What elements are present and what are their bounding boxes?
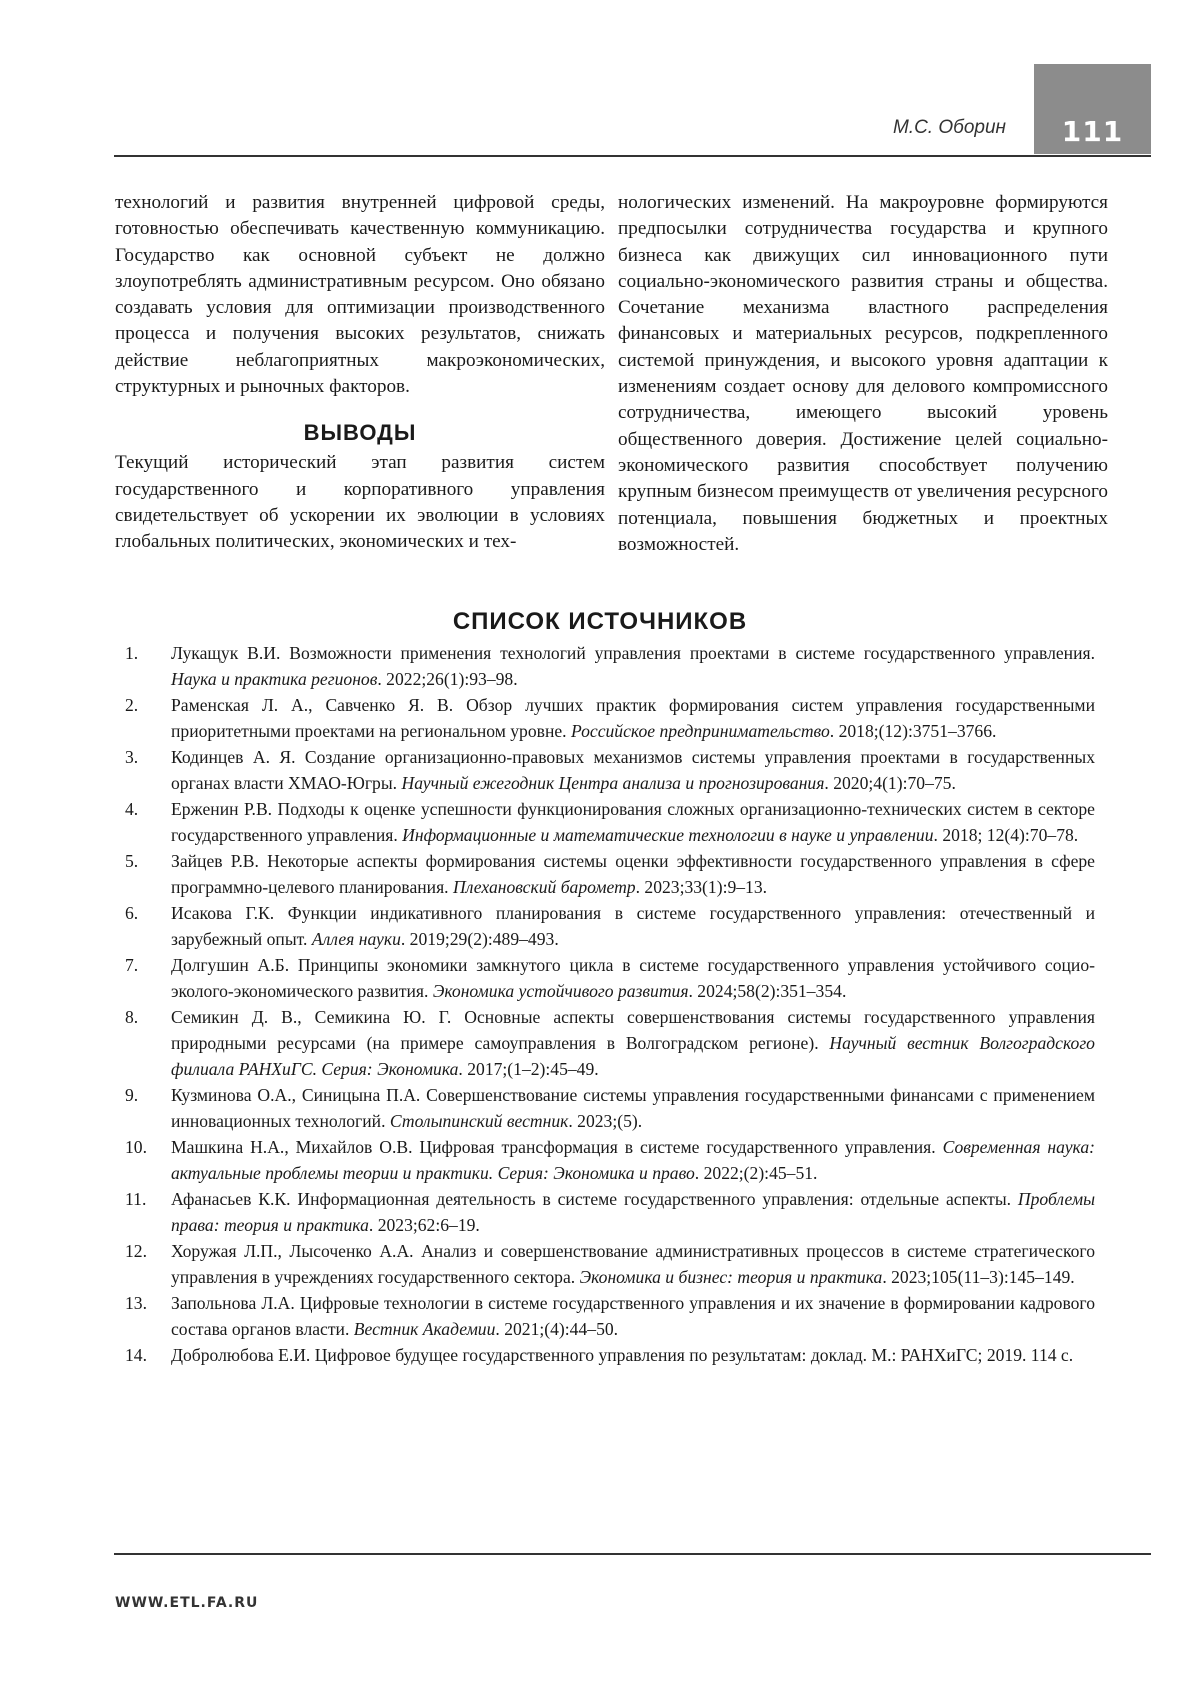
- reference-number: 13.: [125, 1293, 147, 1313]
- header-divider: [114, 155, 1151, 157]
- right-column: [618, 190, 1108, 558]
- reference-number: 8.: [125, 1007, 139, 1027]
- reference-journal: Проблемы права: теория и практика: [171, 1189, 1095, 1235]
- reference-item: [125, 1238, 1095, 1290]
- reference-number: 9.: [125, 1085, 139, 1105]
- reference-text: Зайцев Р.В. Некоторые аспекты формирования системы оценки эффективности государственного управления в сфере программно-целевого планирования. Плехановский барометр. 2023;33(1):9–13.: [171, 851, 1095, 897]
- reference-number: 3.: [125, 747, 139, 767]
- reference-text: Машкина Н.А., Михайлов О.В. Цифровая трансформация в системе государственного управления. Современная наука: актуальные проблемы теории и практики. Серия: Экономика и право. 2022;(2):45–51.: [171, 1137, 1095, 1183]
- reference-item: [125, 1290, 1095, 1342]
- running-header-author: М.С. Оборин: [892, 117, 1006, 138]
- reference-item: [125, 692, 1095, 744]
- reference-journal: Российское предпринимательство: [570, 721, 830, 741]
- reference-journal: Научный вестник Волгоградского филиала РАНХиГС. Серия: Экономика: [171, 1033, 1095, 1079]
- reference-item: [125, 640, 1095, 692]
- reference-number: 12.: [125, 1241, 147, 1261]
- reference-number: 10.: [125, 1137, 147, 1157]
- reference-journal: Экономика и бизнес: теория и практика: [579, 1267, 883, 1287]
- reference-text: Ерженин Р.В. Подходы к оценке успешности функционирования сложных организационно-технических систем в секторе государственного управления. Информационные и математические технологии в науке и управлении. 2018; 12(4):70–78.: [171, 799, 1095, 845]
- reference-journal: Экономика устойчивого развития: [432, 981, 689, 1001]
- reference-journal: Вестник Академии: [353, 1319, 496, 1339]
- footer-divider: [114, 1553, 1151, 1555]
- references-heading: СПИСОК ИСТОЧНИКОВ: [452, 608, 748, 635]
- reference-number: 5.: [125, 851, 139, 871]
- reference-item: [125, 1004, 1095, 1082]
- body-paragraph: технологий и развития внутренней цифровой среды, готовностью обеспечивать качественную коммуникацию. Государство как основной субъект не должно злоупотреблять административным ресурсом. Оно обязано создавать условия для оптимизации производственного процесса и получения высоких результатов, снижать действие неблагоприятных макроэкономических, структурных и рыночных факторов.: [115, 192, 605, 398]
- reference-text: Афанасьев К.К. Информационная деятельность в системе государственного управления: отдельные аспекты. Проблемы права: теория и практика. 2023;62:6–19.: [171, 1189, 1095, 1235]
- reference-item: [125, 1342, 1095, 1368]
- reference-number: 2.: [125, 695, 139, 715]
- footer-url: WWW.ETL.FA.RU: [115, 1595, 259, 1611]
- reference-number: 6.: [125, 903, 139, 923]
- reference-text: Исакова Г.К. Функции индикативного планирования в системе государственного управления: отечественный и зарубежный опыт. Аллея науки. 2019;29(2):489–493.: [171, 903, 1095, 949]
- reference-item: [125, 744, 1095, 796]
- left-column: [115, 190, 605, 556]
- reference-item: [125, 952, 1095, 1004]
- reference-text: Семикин Д. В., Семикина Ю. Г. Основные аспекты совершенствования системы государственного управления природными ресурсами (на примере самоуправления в Волгоградском регионе). Научный вестник Волгоградского филиала РАНХиГС. Серия: Экономика. 2017;(1–2):45–49.: [171, 1007, 1095, 1079]
- reference-number: 14.: [125, 1345, 147, 1365]
- page-number: 111: [1061, 115, 1124, 148]
- reference-text: Кузминова О.А., Синицына П.А. Совершенствование системы управления государственными финансами с применением инновационных технологий. Столыпинский вестник. 2023;(5).: [171, 1085, 1095, 1131]
- reference-text: Запольнова Л.А. Цифровые технологии в системе государственного управления и их значение в формировании кадрового состава органов власти. Вестник Академии. 2021;(4):44–50.: [171, 1293, 1095, 1339]
- reference-item: [125, 848, 1095, 900]
- reference-item: [125, 900, 1095, 952]
- reference-item: [125, 1186, 1095, 1238]
- reference-journal: Информационные и математические технологии в науке и управлении: [402, 825, 934, 845]
- reference-journal: Современная наука: актуальные проблемы теории и практики. Серия: Экономика и право: [171, 1137, 1095, 1183]
- body-paragraph: нологических изменений. На макроуровне формируются предпосылки сотрудничества государства и крупного бизнеса как движущих сил инновационного пути социально-экономического развития страны и общества. Сочетание механизма властного распределения финансовых и материальных ресурсов, подкрепленного системой принуждения, и высокого уровня адаптации к изменениям создает основу для делового компромиссного сотрудничества, имеющего высокий уровень общественного доверия. Достижение целей социально-экономического развития способствует получению крупным бизнесом преимуществ от увеличения ресурсного потенциала, повышения бюджетных и проектных возможностей.: [618, 192, 1108, 555]
- reference-number: 7.: [125, 955, 139, 975]
- page-number-tab: [1034, 64, 1151, 154]
- reference-journal: Плехановский барометр: [452, 877, 636, 897]
- reference-number: 11.: [125, 1189, 147, 1209]
- reference-item: [125, 1082, 1095, 1134]
- reference-journal: Столыпинский вестник: [389, 1111, 569, 1131]
- reference-text: Лукащук В.И. Возможности применения технологий управления проектами в системе государственного управления. Наука и практика регионов. 2022;26(1):93–98.: [171, 643, 1095, 689]
- reference-text: Кодинцев А. Я. Создание организационно-правовых механизмов системы управления проектами в государственных органах власти ХМАО-Югры. Научный ежегодник Центра анализа и прогнозирования. 2020;4(1):70–75.: [171, 747, 1095, 793]
- references-list: [125, 640, 1095, 1368]
- reference-journal: Научный ежегодник Центра анализа и прогнозирования: [401, 773, 825, 793]
- reference-item: [125, 796, 1095, 848]
- reference-text: Хоружая Л.П., Лысоченко А.А. Анализ и совершенствование административных процессов в системе стратегического управления в учреждениях государственного сектора. Экономика и бизнес: теория и практика. 2023;105(11–3):145–149.: [171, 1241, 1095, 1287]
- reference-text: Добролюбова Е.И. Цифровое будущее государственного управления по результатам: доклад. М.: РАНХиГС; 2019. 114 с.: [171, 1345, 1074, 1365]
- reference-text: Долгушин А.Б. Принципы экономики замкнутого цикла в системе государственного управления устойчивого социо-эколого-экономического развития. Экономика устойчивого развития. 2024;58(2):351–354.: [171, 955, 1095, 1001]
- reference-journal: Аллея науки: [311, 929, 401, 949]
- reference-number: 1.: [125, 643, 139, 663]
- reference-journal: Наука и практика регионов: [171, 669, 378, 689]
- conclusions-heading: ВЫВОДЫ: [303, 420, 417, 446]
- reference-text: Раменская Л. А., Савченко Я. В. Обзор лучших практик формирования систем управления государственными приоритетными проектами на региональном уровне. Российское предпринимательство. 2018;(12):3751–3766.: [171, 695, 1095, 741]
- reference-item: [125, 1134, 1095, 1186]
- reference-number: 4.: [125, 799, 139, 819]
- body-paragraph: Текущий исторический этап развития систем государственного и корпоративного управления свидетельствует об ускорении их эволюции в условиях глобальных политических, экономических и тех-: [115, 452, 605, 553]
